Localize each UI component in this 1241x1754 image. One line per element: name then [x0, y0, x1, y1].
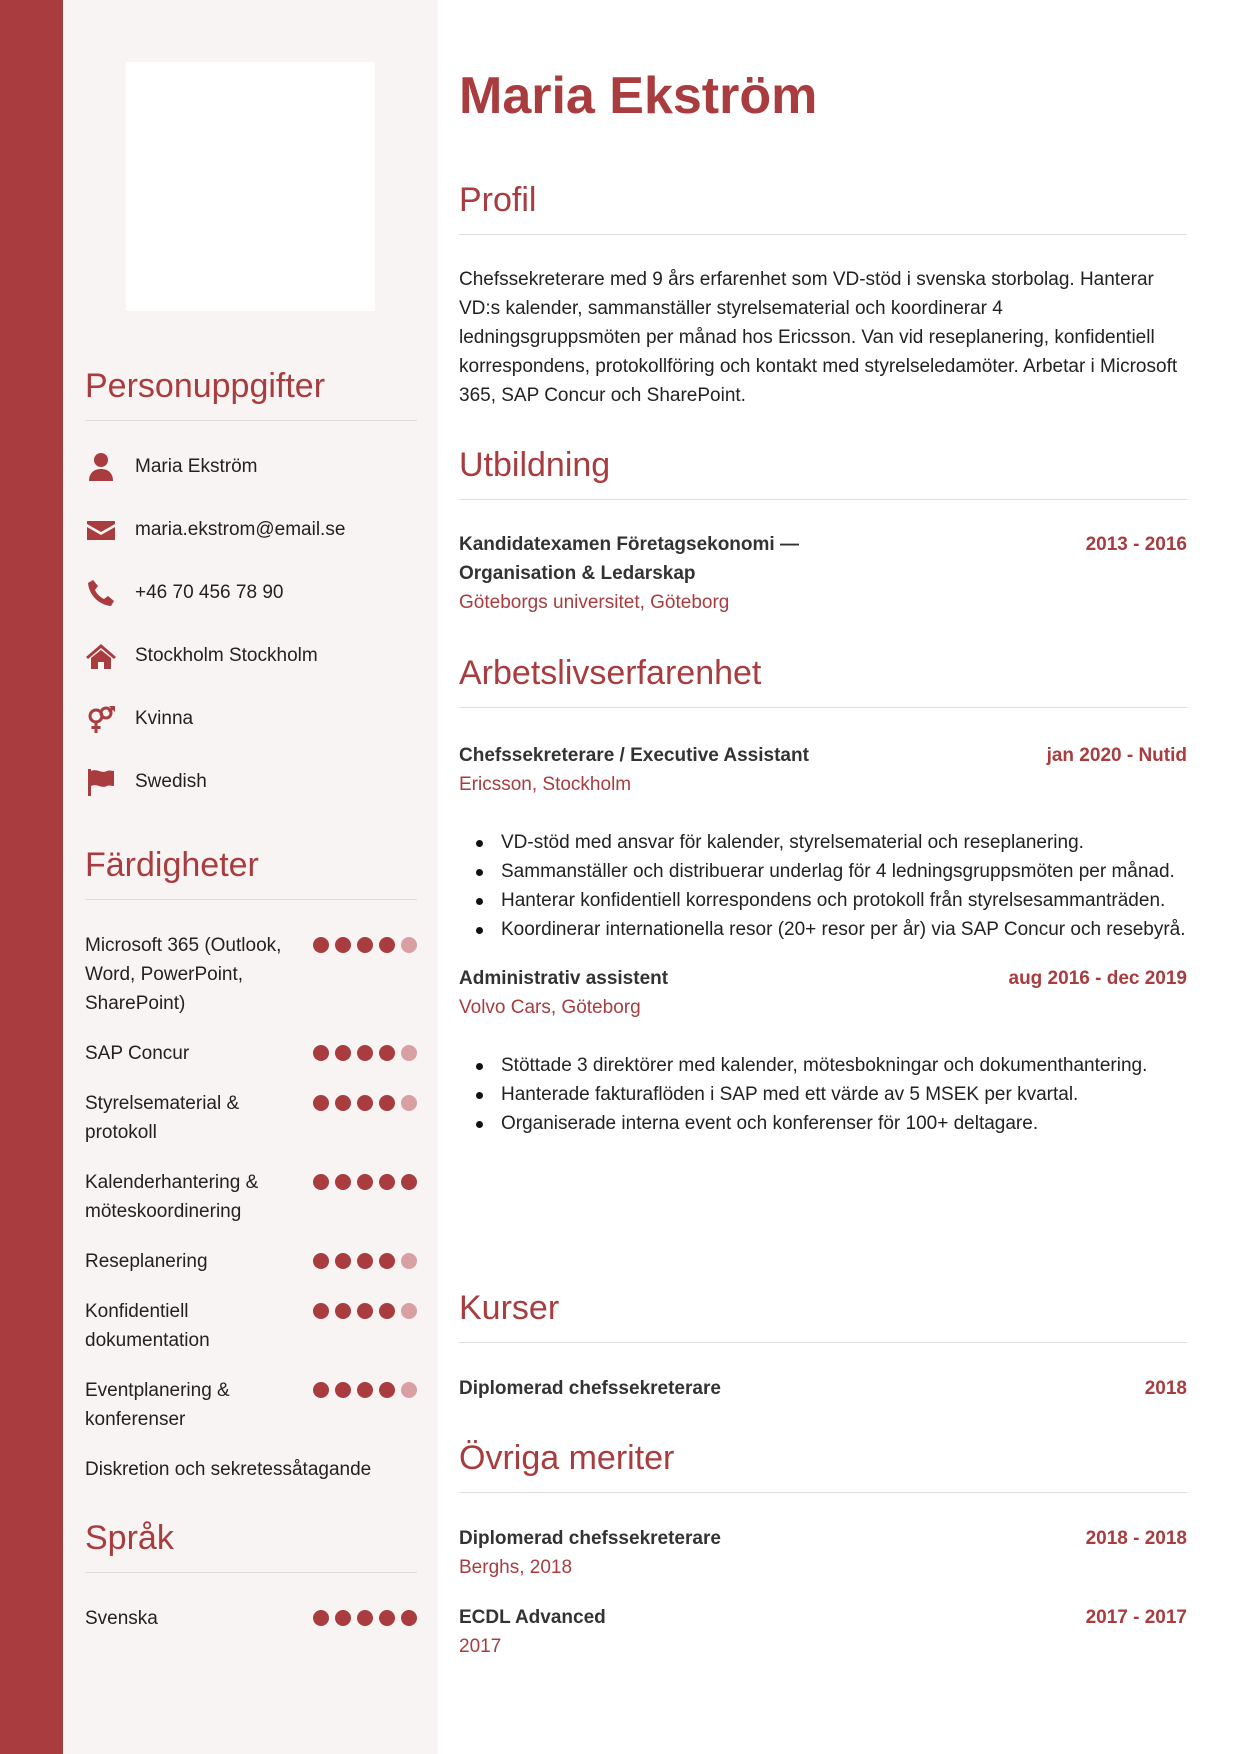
rating-dots: [313, 1039, 417, 1068]
bullet-item: Hanterar konfidentiell korrespondens och protokoll från styrelsesammanträden.: [459, 886, 1187, 915]
rating-dot: [335, 1095, 351, 1111]
bullet-item: Koordinerar internationella resor (20+ resor per år) via SAP Concur och resebyrå.: [459, 915, 1187, 944]
rating-dot: [401, 1382, 417, 1398]
skill-item: [85, 1039, 417, 1068]
rating-dot: [401, 1303, 417, 1319]
skill-label: Reseplanering: [85, 1251, 208, 1272]
languages-heading: Språk: [85, 1519, 174, 1557]
skill-item: [85, 931, 417, 1018]
other-section: [459, 1438, 1187, 1682]
entry-place: Volvo Cars, Göteborg: [459, 997, 641, 1018]
courses-heading: Kurser: [459, 1289, 560, 1327]
rating-dots: [313, 931, 417, 1018]
rating-dot: [379, 1303, 395, 1319]
rating-dot: [357, 1253, 373, 1269]
rating-dot: [313, 1095, 329, 1111]
entry-title: Diplomerad chefssekreterare: [459, 1528, 721, 1549]
rating-dot: [379, 937, 395, 953]
rating-dot: [401, 1095, 417, 1111]
course-item: [459, 1374, 1187, 1403]
skill-label: Diskretion och sekretessåtagande: [85, 1459, 372, 1480]
merit-item: [459, 1603, 1187, 1661]
entry-date: aug 2016 - dec 2019: [1008, 968, 1187, 989]
contact-text: maria.ekstrom@email.se: [135, 518, 346, 540]
divider: [459, 499, 1187, 500]
rating-dot: [379, 1382, 395, 1398]
rating-dot: [335, 1303, 351, 1319]
rating-dot: [335, 1610, 351, 1626]
skills-section: [85, 845, 417, 1505]
skill-label: Eventplanering & konferenser: [85, 1380, 230, 1430]
skill-label: SAP Concur: [85, 1043, 190, 1064]
rating-dot: [357, 1382, 373, 1398]
entry-date: 2017 - 2017: [1085, 1607, 1187, 1628]
entry-title: Administrativ assistent: [459, 968, 669, 989]
bullet-item: Stöttade 3 direktörer med kalender, mötesbokningar och dokumenthantering.: [459, 1051, 1187, 1080]
rating-dots: [313, 1297, 417, 1355]
language-item: [85, 1604, 417, 1633]
entry-date: 2018: [1144, 1378, 1187, 1399]
contact-item: [85, 561, 417, 624]
flag-icon: [85, 766, 117, 798]
skill-item: [85, 1247, 417, 1276]
languages-section: [85, 1518, 417, 1654]
entry-place: 2017: [459, 1636, 502, 1657]
rating-dot: [357, 1174, 373, 1190]
skill-item: [85, 1297, 417, 1355]
rating-dot: [401, 1253, 417, 1269]
personal-section: [85, 366, 417, 813]
rating-dot: [401, 1174, 417, 1190]
skill-item: [85, 1455, 417, 1484]
skill-label: Konfidentiell dokumentation: [85, 1301, 210, 1351]
entry-title: Kandidatexamen Företagsekonomi — Organisation & Ledarskap: [459, 534, 799, 584]
job-item: [459, 964, 1187, 1138]
contact-item: [85, 624, 417, 687]
entry-place: Berghs, 2018: [459, 1557, 573, 1578]
skill-label: Kalenderhantering & möteskoordinering: [85, 1172, 259, 1222]
education-heading: Utbildning: [459, 446, 611, 484]
rating-dot: [379, 1174, 395, 1190]
profile-section: [459, 180, 1187, 410]
home-icon: [85, 640, 117, 672]
rating-dots: [313, 1376, 417, 1434]
profile-text: Chefssekreterare med 9 års erfarenhet som VD-stöd i svenska storbolag. Hanterar VD:s kalender, sammanställer styrelsematerial och koordinerar 4 ledningsgruppsmöten per månad hos Ericsson. Van vid reseplanering, konfidentiell korrespondens, protokollföring och kontakt med styrelseledamöter. Arbetar i Microsoft 365, SAP Concur och SharePoint.: [459, 269, 1178, 406]
rating-dot: [357, 1303, 373, 1319]
profile-heading: Profil: [459, 181, 537, 219]
entry-date: 2018 - 2018: [1085, 1528, 1187, 1549]
experience-section: [459, 653, 1187, 1158]
bullet-item: Organiserade interna event och konferenser för 100+ deltagare.: [459, 1109, 1187, 1138]
rating-dot: [335, 937, 351, 953]
entry-date: 2013 - 2016: [1085, 534, 1187, 555]
skills-heading: Färdigheter: [85, 846, 259, 884]
divider: [459, 1342, 1187, 1343]
bullet-item: Sammanställer och distribuerar underlag för 4 ledningsgruppsmöten per månad.: [459, 857, 1187, 886]
divider: [459, 1492, 1187, 1493]
bullet-item: VD-stöd med ansvar för kalender, styrelsematerial och reseplanering.: [459, 828, 1187, 857]
education-section: [459, 445, 1187, 617]
rating-dots: [313, 1089, 417, 1147]
rating-dot: [379, 1610, 395, 1626]
contact-text: Maria Ekström: [135, 455, 258, 477]
rating-dot: [401, 1610, 417, 1626]
contact-item: [85, 435, 417, 498]
personal-heading: Personuppgifter: [85, 367, 326, 405]
entry-title: ECDL Advanced: [459, 1607, 606, 1628]
divider: [85, 899, 417, 900]
rating-dot: [313, 1253, 329, 1269]
rating-dot: [313, 1045, 329, 1061]
skill-label: Styrelsematerial & protokoll: [85, 1093, 240, 1143]
rating-dot: [379, 1045, 395, 1061]
courses-section: [459, 1288, 1187, 1403]
contact-text: Stockholm Stockholm: [135, 644, 318, 666]
skill-item: [85, 1376, 417, 1434]
rating-dot: [379, 1095, 395, 1111]
divider: [85, 1572, 417, 1573]
rating-dot: [313, 1610, 329, 1626]
job-item: [459, 741, 1187, 944]
rating-dot: [313, 937, 329, 953]
rating-dot: [335, 1174, 351, 1190]
entry-place: Ericsson, Stockholm: [459, 774, 632, 795]
contact-text: Swedish: [135, 770, 207, 792]
rating-dot: [335, 1253, 351, 1269]
envelope-icon: [85, 514, 117, 546]
divider: [459, 707, 1187, 708]
rating-dots: [313, 1247, 417, 1276]
rating-dots: [313, 1604, 417, 1633]
entry-title: Diplomerad chefssekreterare: [459, 1378, 721, 1399]
candidate-name: Maria Ekström: [459, 67, 818, 125]
contact-text: Kvinna: [135, 707, 194, 729]
person-icon: [85, 451, 117, 483]
phone-icon: [85, 577, 117, 609]
rating-dot: [357, 1610, 373, 1626]
other-heading: Övriga meriter: [459, 1439, 675, 1477]
rating-dot: [357, 1095, 373, 1111]
rating-dots: [313, 1168, 417, 1226]
rating-dot: [335, 1382, 351, 1398]
rating-dot: [313, 1174, 329, 1190]
merit-item: [459, 1524, 1187, 1582]
bullet-list: [459, 1051, 1187, 1138]
skill-label: Microsoft 365 (Outlook, Word, PowerPoint, SharePoint): [85, 935, 282, 1014]
rating-dot: [335, 1045, 351, 1061]
contact-text: +46 70 456 78 90: [135, 581, 284, 603]
language-label: Svenska: [85, 1608, 158, 1629]
contact-item: [85, 498, 417, 561]
rating-dot: [357, 937, 373, 953]
rating-dot: [313, 1303, 329, 1319]
profile-photo: [126, 62, 375, 311]
rating-dot: [379, 1253, 395, 1269]
entry-place: Göteborgs universitet, Göteborg: [459, 592, 730, 613]
entry-title: Chefssekreterare / Executive Assistant: [459, 745, 809, 766]
accent-strip: [0, 0, 63, 1754]
rating-dot: [401, 1045, 417, 1061]
bullet-item: Hanterade fakturaflöden i SAP med ett värde av 5 MSEK per kvartal.: [459, 1080, 1187, 1109]
bullet-list: [459, 828, 1187, 944]
skill-item: [85, 1089, 417, 1147]
experience-heading: Arbetslivserfarenhet: [459, 654, 762, 692]
divider: [85, 420, 417, 421]
contact-item: [85, 750, 417, 813]
education-item: [459, 530, 1187, 617]
skill-item: [85, 1168, 417, 1226]
contact-item: [85, 687, 417, 750]
divider: [459, 234, 1187, 235]
rating-dot: [401, 937, 417, 953]
rating-dot: [313, 1382, 329, 1398]
entry-date: jan 2020 - Nutid: [1046, 745, 1187, 766]
gender-icon: [85, 703, 117, 735]
rating-dot: [357, 1045, 373, 1061]
